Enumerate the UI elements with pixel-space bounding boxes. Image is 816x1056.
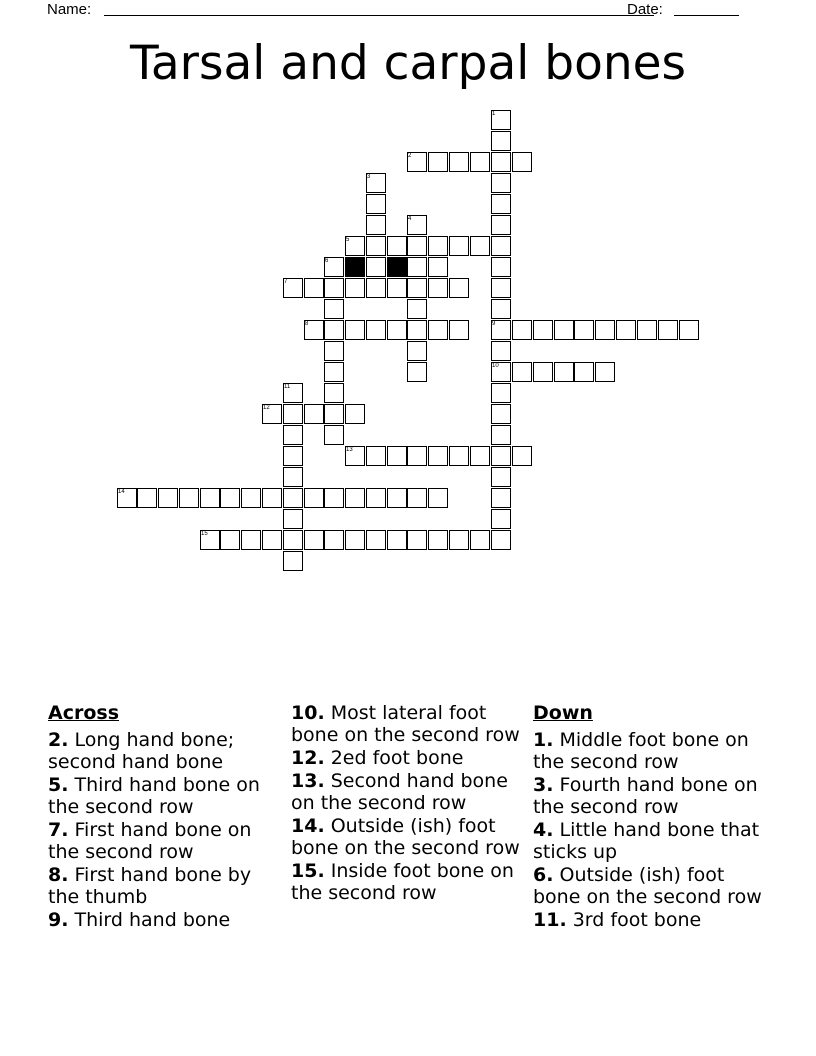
down-heading: Down	[533, 702, 593, 724]
grid-cell[interactable]	[595, 320, 615, 340]
grid-cell[interactable]	[491, 278, 511, 298]
clue-text: Third hand bone	[68, 909, 231, 931]
grid-cell[interactable]	[200, 488, 220, 508]
grid-cell[interactable]	[366, 215, 386, 235]
grid-cell[interactable]	[428, 488, 448, 508]
clue-number-10: 10	[492, 363, 499, 369]
grid-cell[interactable]	[428, 257, 448, 277]
clue-text: 2ed foot bone	[324, 747, 464, 769]
grid-cell[interactable]	[387, 530, 407, 550]
grid-cell[interactable]	[345, 530, 365, 550]
grid-cell[interactable]	[658, 320, 678, 340]
grid-cell[interactable]	[449, 236, 469, 256]
grid-cell[interactable]	[283, 551, 303, 571]
clue-text: Outside (ish) foot bone on the second row	[291, 815, 520, 859]
grid-cell[interactable]	[428, 446, 448, 466]
grid-cell[interactable]	[304, 278, 324, 298]
grid-cell[interactable]	[304, 530, 324, 550]
clue-text: First hand bone by the thumb	[48, 864, 252, 908]
down-clue	[533, 774, 773, 818]
across-clue	[48, 864, 278, 908]
clue-number-8: 8	[305, 321, 309, 327]
grid-cell[interactable]	[491, 194, 511, 214]
grid-cell[interactable]	[345, 488, 365, 508]
grid-cell[interactable]	[324, 278, 344, 298]
clue-number: 8.	[48, 864, 69, 886]
grid-cell[interactable]	[491, 257, 511, 277]
grid-cell[interactable]	[366, 530, 386, 550]
grid-cell[interactable]	[470, 152, 490, 172]
grid-cell[interactable]	[324, 383, 344, 403]
grid-cell[interactable]	[512, 446, 532, 466]
grid-cell[interactable]	[220, 488, 240, 508]
across-clue	[48, 729, 278, 773]
grid-cell[interactable]	[533, 362, 553, 382]
grid-cell[interactable]	[470, 530, 490, 550]
grid-cell[interactable]	[491, 299, 511, 319]
grid-cell[interactable]	[387, 278, 407, 298]
grid-cell[interactable]	[345, 320, 365, 340]
grid-cell[interactable]	[137, 488, 157, 508]
across-clue	[291, 747, 523, 769]
down-clue	[533, 909, 773, 931]
grid-cell[interactable]	[595, 362, 615, 382]
grid-cell[interactable]	[262, 530, 282, 550]
across-clue	[48, 819, 278, 863]
clue-number-6: 6	[325, 258, 329, 264]
down-clues-column	[533, 702, 773, 932]
grid-cell[interactable]	[407, 278, 427, 298]
clue-number: 15.	[291, 860, 325, 882]
grid-cell[interactable]	[554, 320, 574, 340]
clue-number-9: 9	[492, 321, 496, 327]
grid-cell[interactable]	[574, 362, 594, 382]
clue-number-13: 13	[346, 447, 353, 453]
grid-cell[interactable]	[533, 320, 553, 340]
clue-number-2: 2	[408, 153, 412, 159]
clue-number: 2.	[48, 729, 69, 751]
clue-number-15: 15	[201, 531, 208, 537]
grid-cell[interactable]	[407, 236, 427, 256]
grid-cell[interactable]	[366, 194, 386, 214]
grid-cell[interactable]	[387, 488, 407, 508]
grid-cell[interactable]	[407, 530, 427, 550]
grid-cell[interactable]	[491, 530, 511, 550]
grid-cell[interactable]	[449, 152, 469, 172]
clue-number-5: 5	[346, 237, 350, 243]
grid-cell[interactable]	[616, 320, 636, 340]
grid-cell[interactable]	[262, 488, 282, 508]
grid-cell[interactable]	[407, 341, 427, 361]
grid-cell[interactable]	[491, 446, 511, 466]
grid-cell[interactable]	[304, 404, 324, 424]
clue-number: 12.	[291, 747, 325, 769]
clue-text: Inside foot bone on the second row	[291, 860, 514, 904]
grid-cell[interactable]	[345, 404, 365, 424]
clue-number: 4.	[533, 819, 554, 841]
grid-cell[interactable]	[324, 299, 344, 319]
grid-cell[interactable]	[387, 446, 407, 466]
clue-number: 6.	[533, 864, 554, 886]
grid-cell[interactable]	[407, 257, 427, 277]
grid-cell[interactable]	[283, 509, 303, 529]
grid-cell[interactable]	[574, 320, 594, 340]
grid-cell[interactable]	[491, 236, 511, 256]
clue-number-12: 12	[263, 405, 270, 411]
grid-cell[interactable]	[428, 236, 448, 256]
grid-cell[interactable]	[428, 320, 448, 340]
clue-text: Long hand bone; second hand bone	[48, 729, 235, 773]
grid-cell[interactable]	[637, 320, 657, 340]
name-label: Name:	[47, 1, 92, 18]
down-clue	[533, 729, 773, 773]
grid-cell[interactable]	[679, 320, 699, 340]
grid-cell[interactable]	[491, 173, 511, 193]
grid-cell[interactable]	[158, 488, 178, 508]
across-clue	[291, 815, 523, 859]
clue-number: 9.	[48, 909, 69, 931]
grid-cell[interactable]	[407, 362, 427, 382]
grid-cell[interactable]	[366, 320, 386, 340]
grid-cell[interactable]	[428, 152, 448, 172]
grid-cell[interactable]	[324, 320, 344, 340]
grid-cell[interactable]	[366, 257, 386, 277]
grid-block	[345, 257, 365, 277]
clue-text: Little hand bone that sticks up	[533, 819, 760, 863]
grid-cell[interactable]	[283, 425, 303, 445]
clue-number: 13.	[291, 770, 325, 792]
page-title: Tarsal and carpal bones	[129, 36, 687, 91]
across-clue	[291, 702, 523, 746]
grid-cell[interactable]	[428, 530, 448, 550]
grid-cell[interactable]	[387, 236, 407, 256]
grid-cell[interactable]	[324, 404, 344, 424]
grid-cell[interactable]	[512, 362, 532, 382]
grid-cell[interactable]	[449, 320, 469, 340]
clue-number: 1.	[533, 729, 554, 751]
grid-cell[interactable]	[324, 488, 344, 508]
grid-cell[interactable]	[324, 362, 344, 382]
grid-cell[interactable]	[407, 320, 427, 340]
clue-text: Third hand bone on the second row	[48, 774, 260, 818]
grid-cell[interactable]	[283, 530, 303, 550]
grid-cell[interactable]	[366, 236, 386, 256]
clue-text: Outside (ish) foot bone on the second row	[533, 864, 762, 908]
grid-cell[interactable]	[283, 404, 303, 424]
grid-cell[interactable]	[470, 446, 490, 466]
clue-number: 11.	[533, 909, 567, 931]
across-clue	[48, 909, 278, 931]
clue-text: Second hand bone on the second row	[291, 770, 508, 814]
grid-cell[interactable]	[449, 446, 469, 466]
across-clue	[291, 770, 523, 814]
clue-number: 5.	[48, 774, 69, 796]
grid-cell[interactable]	[491, 131, 511, 151]
clue-number-3: 3	[367, 174, 371, 180]
grid-cell[interactable]	[449, 530, 469, 550]
clue-number-11: 11	[284, 384, 291, 390]
clue-number: 10.	[291, 702, 325, 724]
clue-number: 14.	[291, 815, 325, 837]
grid-cell[interactable]	[512, 320, 532, 340]
grid-cell[interactable]	[491, 509, 511, 529]
grid-cell[interactable]	[304, 488, 324, 508]
grid-cell[interactable]	[512, 152, 532, 172]
clue-text: First hand bone on the second row	[48, 819, 252, 863]
grid-cell[interactable]	[283, 446, 303, 466]
grid-cell[interactable]	[179, 488, 199, 508]
across-clue	[48, 774, 278, 818]
grid-cell[interactable]	[491, 425, 511, 445]
clue-text: Middle foot bone on the second row	[533, 729, 749, 773]
grid-cell[interactable]	[324, 341, 344, 361]
across-clues-column-1	[48, 702, 278, 932]
clue-text: 3rd foot bone	[566, 909, 702, 931]
grid-cell[interactable]	[283, 488, 303, 508]
grid-cell[interactable]	[449, 278, 469, 298]
grid-cell[interactable]	[241, 530, 261, 550]
grid-cell[interactable]	[491, 488, 511, 508]
grid-cell[interactable]	[407, 299, 427, 319]
grid-cell[interactable]	[407, 446, 427, 466]
grid-cell[interactable]	[407, 488, 427, 508]
grid-cell[interactable]	[470, 236, 490, 256]
date-label: Date:	[627, 1, 663, 18]
clue-number: 3.	[533, 774, 554, 796]
down-clue	[533, 819, 773, 863]
clue-number-1: 1	[492, 111, 496, 117]
clue-number-14: 14	[118, 489, 125, 495]
grid-cell[interactable]	[387, 320, 407, 340]
grid-cell[interactable]	[491, 215, 511, 235]
grid-cell[interactable]	[491, 152, 511, 172]
grid-cell[interactable]	[345, 278, 365, 298]
grid-cell[interactable]	[428, 278, 448, 298]
grid-cell[interactable]	[554, 362, 574, 382]
grid-cell[interactable]	[241, 488, 261, 508]
clue-text: Most lateral foot bone on the second row	[291, 702, 520, 746]
grid-cell[interactable]	[491, 383, 511, 403]
grid-cell[interactable]	[220, 530, 240, 550]
grid-cell[interactable]	[283, 467, 303, 487]
grid-cell[interactable]	[324, 425, 344, 445]
clue-number-7: 7	[284, 279, 288, 285]
grid-cell[interactable]	[491, 341, 511, 361]
grid-cell[interactable]	[324, 530, 344, 550]
across-heading: Across	[48, 702, 120, 724]
grid-cell[interactable]	[491, 467, 511, 487]
clue-number: 7.	[48, 819, 69, 841]
down-clue	[533, 864, 773, 908]
clue-number-4: 4	[408, 216, 412, 222]
grid-cell[interactable]	[366, 446, 386, 466]
across-clues-column-2	[291, 702, 523, 905]
grid-block	[387, 257, 407, 277]
across-clue	[291, 860, 523, 904]
grid-cell[interactable]	[366, 488, 386, 508]
grid-cell[interactable]	[366, 278, 386, 298]
clue-text: Fourth hand bone on the second row	[533, 774, 758, 818]
grid-cell[interactable]	[491, 404, 511, 424]
